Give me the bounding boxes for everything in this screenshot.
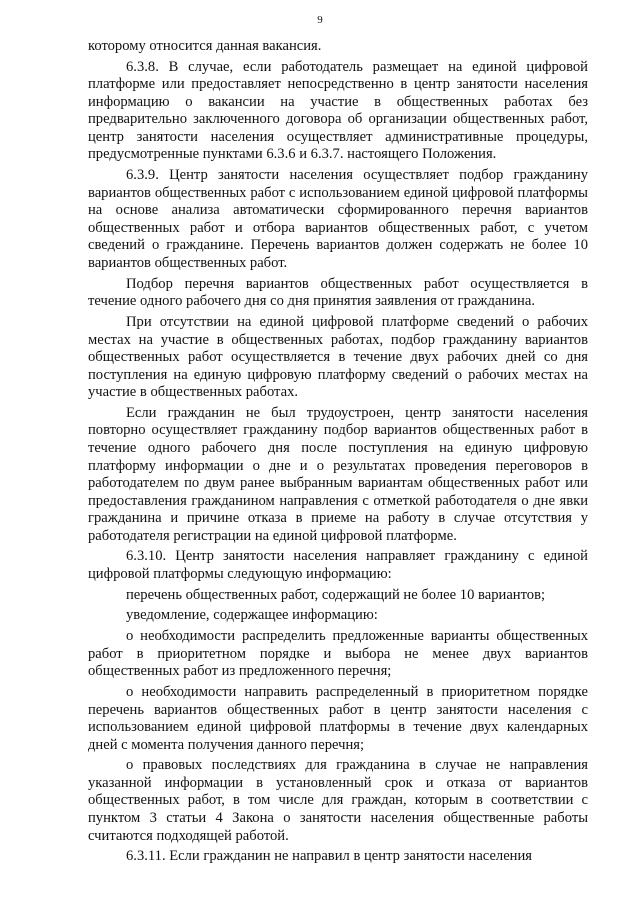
paragraph-6-3-8: 6.3.8. В случае, если работодатель размещает на единой цифровой платформе или предоставляет непосредственно в центр занятости населения информацию о вакансии на участие в общественных работах без предварительно заключенного договора об организации общественных работ, центр занятости населения осуществляет административные процедуры, предусмотренные пунктами 6.3.6 и 6.3.7. настоящего Положения. bbox=[88, 58, 588, 163]
paragraph-no-workplaces: При отсутствии на единой цифровой платформе сведений о рабочих местах на участие в общественных работах, подбор гражданину вариантов общественных работ осуществляется в течение двух рабочих дней со дня поступления на единую цифровую платформу сведений о рабочих местах на участие в общественных работах. bbox=[88, 313, 588, 401]
list-item-legal-consequences: о правовых последствиях для гражданина в случае не направления указанной информации в установленный срок и отказа от вариантов общественных работ, в том числе для граждан, которым в соответствии с пунктом 3 статьи 4 Закона о занятости населения общественные работы считаются подходящей работой. bbox=[88, 757, 588, 844]
list-item-jobs-list: перечень общественных работ, содержащий не более 10 вариантов; bbox=[126, 586, 546, 603]
list-item-distribute-options: о необходимости распределить предложенные варианты общественных работ в приоритетном порядке и выбора не менее двух вариантов общественных работ из предложенного перечня; bbox=[88, 628, 588, 680]
list-item-notification: уведомление, содержащее информацию: bbox=[126, 607, 378, 624]
paragraph-continuation: которому относится данная вакансия. bbox=[88, 38, 322, 54]
document-body bbox=[88, 38, 588, 869]
page-number: 9 bbox=[317, 14, 323, 26]
paragraph-selection-timing: Подбор перечня вариантов общественных работ осуществляется в течение одного рабочего дня со дня принятия заявления от гражданина. bbox=[88, 275, 588, 310]
paragraph-6-3-10: 6.3.10. Центр занятости населения направляет гражданину с единой цифровой платформы следующую информацию: bbox=[88, 548, 588, 582]
paragraph-6-3-11: 6.3.11. Если гражданин не направил в центр занятости населения bbox=[126, 848, 533, 865]
list-item-send-list: о необходимости направить распределенный в приоритетном порядке перечень вариантов общественных работ в центр занятости населения с использованием единой цифровой платформы в течение двух календарных дней с момента получения данного перечня; bbox=[88, 684, 588, 753]
paragraph-repeat-selection: Если гражданин не был трудоустроен, центр занятости населения повторно осуществляет гражданину подбор вариантов общественных работ в течение одного рабочего дня после поступления на единую цифровую платформу информации о дне и о результатах проведения переговоров в работодателем по двум ранее выбранным вариантам общественных работ или предоставления гражданином направления с отметкой работодателя о дне явки гражданина и причине отказа в приеме на работу в случае отсутствия у работодателя регистрации на единой цифровой платформе. bbox=[88, 404, 588, 544]
paragraph-6-3-9: 6.3.9. Центр занятости населения осуществляет подбор гражданину вариантов общественных работ с использованием единой цифровой платформы на основе анализа автоматически сформированного перечня вариантов общественных работ и отбора вариантов общественных работ, с учетом сведений о гражданине. Перечень вариантов должен содержать не более 10 вариантов общественных работ. bbox=[88, 167, 588, 271]
